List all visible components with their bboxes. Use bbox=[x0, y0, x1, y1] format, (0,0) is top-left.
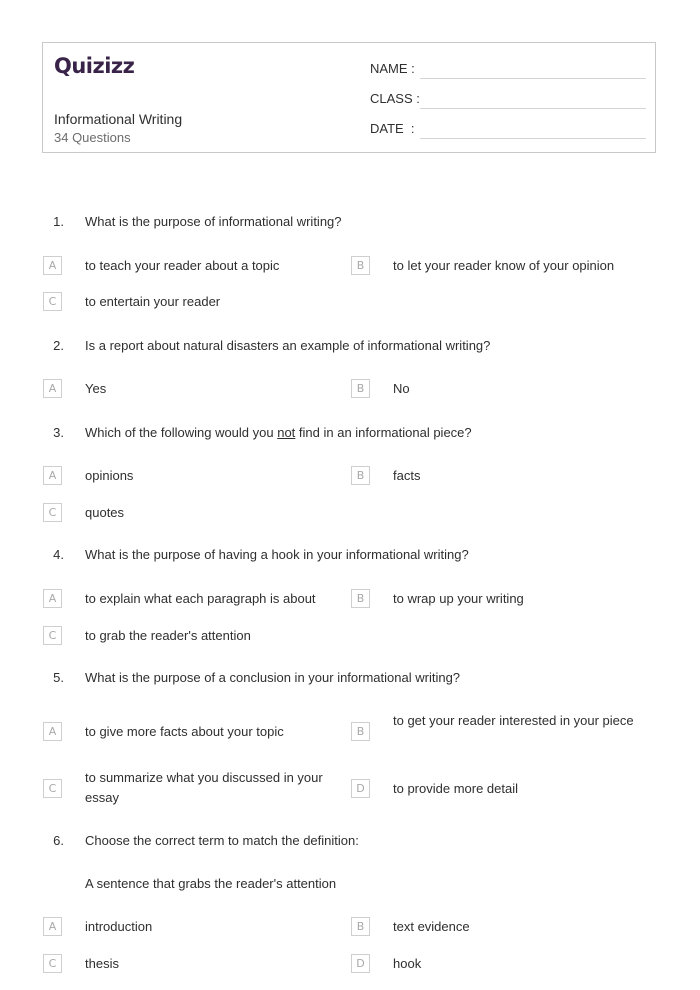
option-box-b[interactable]: B bbox=[351, 589, 370, 608]
option-text: opinions bbox=[85, 468, 134, 483]
date-line bbox=[420, 138, 646, 139]
option-text: to teach your reader about a topic bbox=[85, 258, 280, 273]
worksheet-header bbox=[42, 42, 656, 153]
option-text: introduction bbox=[85, 919, 153, 934]
name-label: NAME : bbox=[370, 61, 415, 76]
option-box-b[interactable]: B bbox=[351, 379, 370, 398]
option-box-c[interactable]: C bbox=[43, 954, 62, 973]
option-box-d[interactable]: D bbox=[351, 779, 370, 798]
question-number: 4. bbox=[53, 547, 64, 562]
option-text: to let your reader know of your opinion bbox=[393, 258, 615, 273]
option-text: facts bbox=[393, 468, 421, 483]
question-count: 34 Questions bbox=[54, 130, 131, 145]
class-label: CLASS : bbox=[370, 91, 420, 106]
option-text: text evidence bbox=[393, 919, 470, 934]
question-subtext: A sentence that grabs the reader's attention bbox=[85, 876, 337, 891]
option-box-b[interactable]: B bbox=[351, 722, 370, 741]
option-box-a[interactable]: A bbox=[43, 589, 62, 608]
date-label: DATE : bbox=[370, 121, 415, 136]
option-box-c[interactable]: C bbox=[43, 626, 62, 645]
option-text: to give more facts about your topic bbox=[85, 724, 284, 739]
option-text: to provide more detail bbox=[393, 781, 519, 796]
option-text: to wrap up your writing bbox=[393, 591, 524, 606]
option-box-c[interactable]: C bbox=[43, 292, 62, 311]
worksheet-title: Informational Writing bbox=[54, 111, 183, 127]
option-text: No bbox=[393, 381, 410, 396]
option-text: hook bbox=[393, 956, 422, 971]
question-number: 6. bbox=[53, 833, 64, 848]
option-box-b[interactable]: B bbox=[351, 466, 370, 485]
option-box-a[interactable]: A bbox=[43, 256, 62, 275]
option-box-b[interactable]: B bbox=[351, 917, 370, 936]
question-number: 5. bbox=[53, 670, 64, 685]
option-text: Yes bbox=[85, 381, 107, 396]
option-text: quotes bbox=[85, 505, 125, 520]
option-box-a[interactable]: A bbox=[43, 379, 62, 398]
option-box-c[interactable]: C bbox=[43, 779, 62, 798]
question-text: Choose the correct term to match the definition: bbox=[85, 833, 359, 848]
option-text: thesis bbox=[85, 956, 119, 971]
option-box-a[interactable]: A bbox=[43, 466, 62, 485]
option-box-b[interactable]: B bbox=[351, 256, 370, 275]
option-text: to summarize what you discussed in your essay bbox=[85, 770, 323, 805]
question-number: 1. bbox=[53, 214, 64, 229]
class-line bbox=[420, 108, 646, 109]
question-text: Is a report about natural disasters an example of informational writing? bbox=[85, 338, 491, 353]
question-text: What is the purpose of having a hook in your informational writing? bbox=[85, 547, 469, 562]
option-text: to grab the reader's attention bbox=[85, 628, 251, 643]
option-text: to entertain your reader bbox=[85, 294, 221, 309]
question-text: What is the purpose of a conclusion in your informational writing? bbox=[85, 670, 461, 685]
option-text: to get your reader interested in your piece bbox=[393, 713, 634, 728]
option-box-a[interactable]: A bbox=[43, 722, 62, 741]
question-number: 3. bbox=[53, 425, 64, 440]
option-box-d[interactable]: D bbox=[351, 954, 370, 973]
question-text: What is the purpose of informational writing? bbox=[85, 214, 342, 229]
question-number: 2. bbox=[53, 338, 64, 353]
option-box-c[interactable]: C bbox=[43, 503, 62, 522]
option-box-a[interactable]: A bbox=[43, 917, 62, 936]
name-line bbox=[420, 78, 646, 79]
question-text: Which of the following would you not find in an informational piece? bbox=[85, 425, 472, 440]
option-text: to explain what each paragraph is about bbox=[85, 591, 316, 606]
quizizz-logo: Quizizz bbox=[54, 54, 135, 78]
